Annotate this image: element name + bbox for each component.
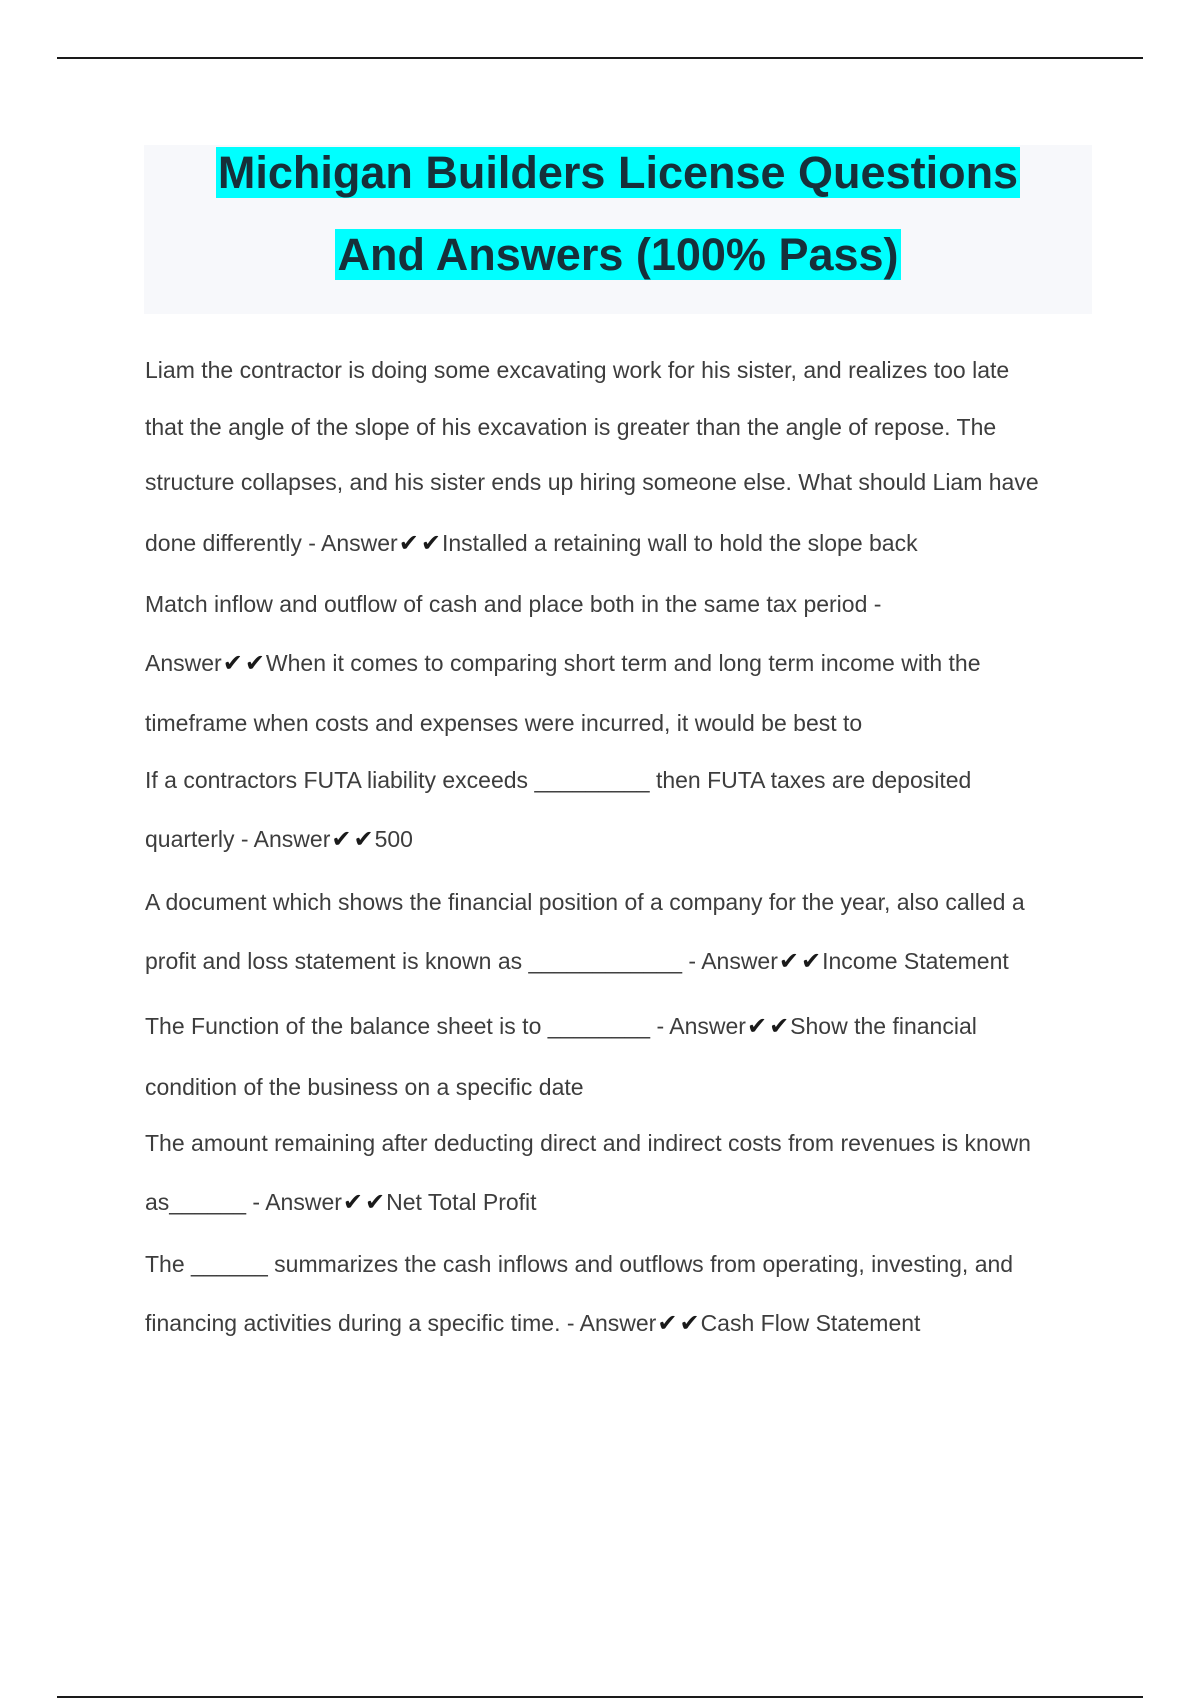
question-text: timeframe when costs and expenses were incurred, it would be best to: [145, 710, 863, 736]
text-line: [145, 1072, 584, 1102]
question-text: The Function of the balance sheet is to ________ - Answer: [145, 1013, 746, 1039]
question-text: The amount remaining after deducting direct and indirect costs from revenues is known: [145, 1130, 1031, 1156]
top-rule: [57, 57, 1143, 59]
text-line: [145, 824, 413, 854]
check-mark-icon: ✔: [365, 1188, 386, 1216]
answer-text: Income Statement: [822, 948, 1009, 974]
check-mark-icon: ✔: [331, 825, 352, 853]
text-line: [145, 589, 881, 619]
answer-text: Net Total Profit: [386, 1189, 537, 1215]
text-line: [145, 412, 996, 442]
question-text: Answer: [145, 650, 222, 676]
answer-text: Show the financial: [790, 1013, 977, 1039]
question-text: If a contractors FUTA liability exceeds _________ then FUTA taxes are deposited: [145, 767, 972, 793]
question-text: A document which shows the financial position of a company for the year, also called a: [145, 889, 1025, 915]
question-text: condition of the business on a specific date: [145, 1074, 584, 1100]
answer-text: Installed a retaining wall to hold the slope back: [441, 530, 918, 556]
text-line: [145, 1249, 1013, 1279]
check-mark-icon: ✔: [342, 1188, 364, 1216]
bottom-rule: [57, 1696, 1143, 1698]
text-line: [145, 1187, 537, 1217]
check-mark-icon: ✔: [353, 825, 374, 853]
check-mark-icon: ✔: [778, 947, 799, 975]
question-text: quarterly - Answer: [145, 826, 331, 852]
question-text: The ______ summarizes the cash inflows and outflows from operating, investing, and: [145, 1251, 1014, 1277]
question-text: Liam the contractor is doing some excavating work for his sister, and realizes too late: [145, 357, 1010, 383]
check-mark-icon: ✔: [420, 529, 441, 557]
text-line: [145, 1011, 977, 1041]
text-line: [145, 946, 1009, 976]
check-mark-icon: ✔: [679, 1309, 700, 1337]
title-line-2: And Answers (100% Pass): [337, 229, 899, 280]
text-line: [145, 887, 1025, 917]
answer-text: Cash Flow Statement: [700, 1310, 921, 1336]
question-text: profit and loss statement is known as ____________ - Answer: [145, 948, 778, 974]
text-line: [145, 765, 971, 795]
text-line: [145, 708, 862, 738]
text-line: [145, 1308, 920, 1338]
question-text: that the angle of the slope of his excavation is greater than the angle of repose. The: [145, 414, 997, 440]
answer-text: When it comes to comparing short term and long term income with the: [265, 650, 981, 676]
check-mark-icon: ✔: [801, 947, 822, 975]
text-line: [145, 648, 981, 678]
question-text: structure collapses, and his sister ends up hiring someone else. What should Liam have: [145, 469, 1039, 495]
text-line: [145, 467, 1039, 497]
check-mark-icon: ✔: [746, 1012, 768, 1040]
check-mark-icon: ✔: [222, 649, 243, 677]
text-line: [145, 528, 918, 558]
question-text: as______ - Answer: [145, 1189, 342, 1215]
check-mark-icon: ✔: [657, 1309, 678, 1337]
check-mark-icon: ✔: [398, 529, 419, 557]
text-line: [145, 1128, 1031, 1158]
check-mark-icon: ✔: [769, 1012, 790, 1040]
title-line-1: Michigan Builders License Questions: [217, 147, 1019, 198]
check-mark-icon: ✔: [244, 649, 265, 677]
question-text: Match inflow and outflow of cash and place both in the same tax period -: [145, 591, 882, 617]
title-box: [144, 145, 1092, 314]
question-text: done differently - Answer: [145, 530, 398, 556]
answer-text: 500: [374, 826, 413, 852]
text-line: [145, 355, 1009, 385]
question-text: financing activities during a specific time. - Answer: [145, 1310, 657, 1336]
